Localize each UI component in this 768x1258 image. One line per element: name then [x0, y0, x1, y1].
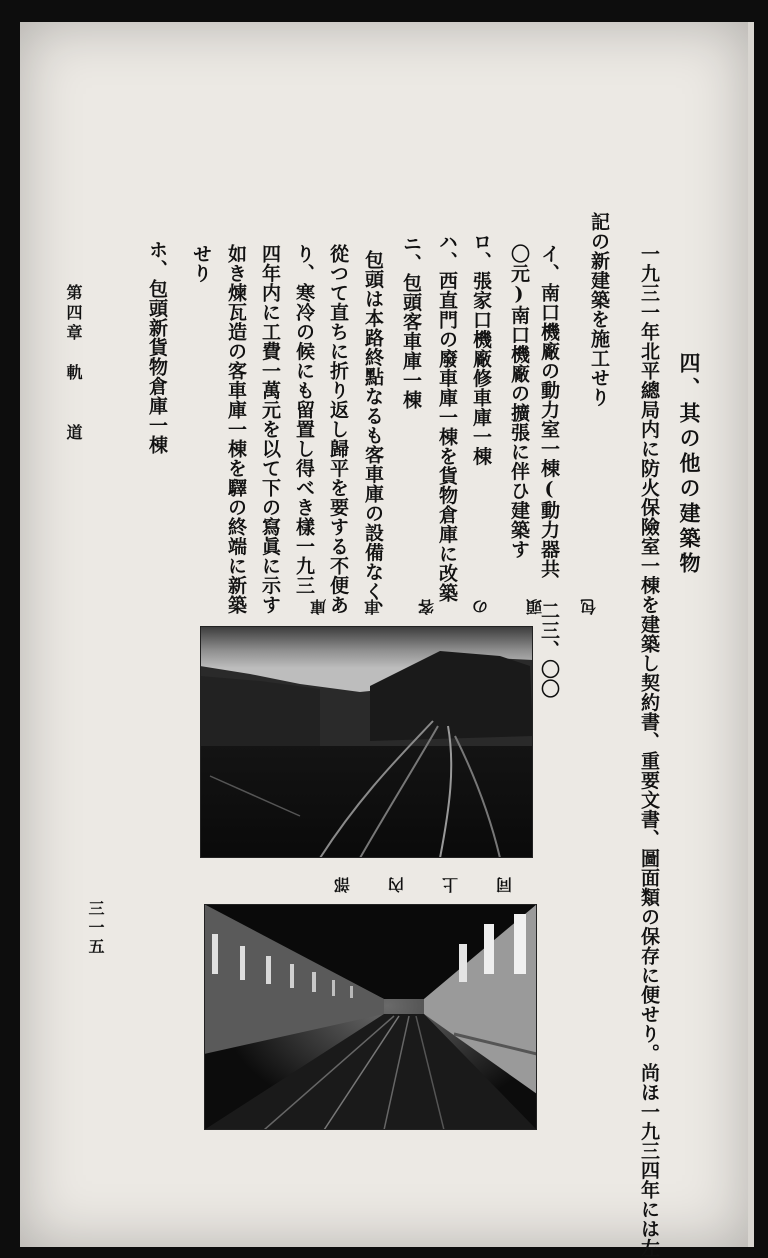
ni-body-line-6: せり [190, 244, 212, 283]
item-i-line-2: 〇元)南口機廠の擴張に伴ひ建築す [508, 244, 530, 559]
item-ho: ホ、包頭新貨物倉庫一棟 [146, 240, 168, 455]
ni-body-line-2: 從つて直ちに折り返し歸平を要する不便あ [327, 244, 349, 615]
item-ro: ロ、張家口機廠修車庫一棟 [470, 232, 492, 466]
item-ha: ハ、西直門の廢車庫一棟を貨物倉庫に改築 [436, 232, 458, 603]
item-ni: ニ、包頭客車庫一棟 [400, 234, 422, 410]
section-title: 四、其の他の建築物 [677, 352, 702, 577]
photo-top-caption: 包頭の客車庫 [272, 597, 597, 616]
photo-bottom-caption: 同上內部 [296, 875, 513, 894]
photo-shed-exterior [200, 626, 533, 858]
photo-shed-interior [204, 904, 537, 1130]
item-i-line-1: イ、南口機廠の動力室一棟(動力器共 二三、〇〇 [538, 244, 560, 699]
page-number: 三一五 [86, 900, 105, 957]
ni-body-line-1: 包頭は本路終點なるも客車庫の設備なく、 [362, 250, 384, 621]
ni-body-line-5: 如き煉瓦造の客車庫一棟を驛の終端に新築 [225, 244, 247, 615]
ni-body-line-3: り、寒冷の候にも留置し得べき樣一九三 [293, 244, 315, 595]
footer-chapter: 第四章 軌 道 [64, 284, 83, 444]
intro-line-2: 記の新建築を施工せり [588, 212, 610, 407]
intro-line-1: 一九三一年北平總局内に防火保險室一棟を建築し契約書、重要文書、圖面類の保存に便せり。尚ほ一九三四年には左 [638, 244, 660, 1258]
ni-body-line-4: 四年内に工費一萬元を以て下の寫眞に示す [259, 244, 281, 615]
page-edge [748, 22, 754, 1247]
